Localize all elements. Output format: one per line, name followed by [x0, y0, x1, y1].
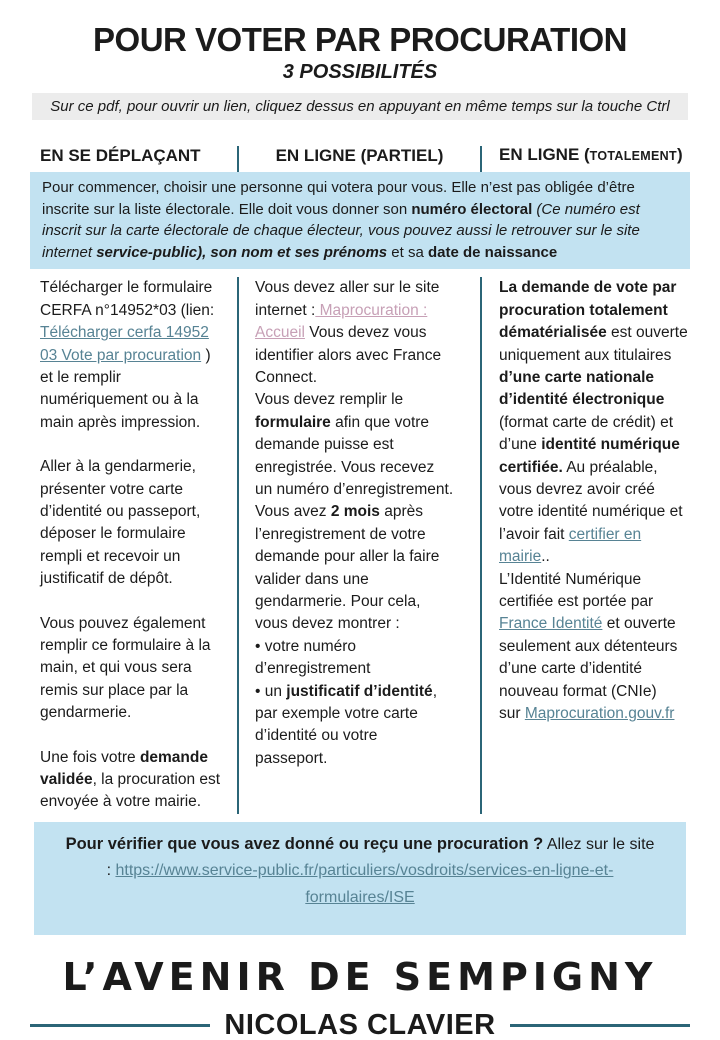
text-run: afin que votre demande puisse est enregistrée. Vous recevez un numéro d’enregistrement. Vous avez — [255, 413, 454, 521]
column-en-ligne-totalement — [482, 277, 690, 814]
paragraph — [499, 569, 690, 703]
text-run: Au préalable, vous devrez avoir créé votre identité numérique et l’avoir fait — [499, 458, 683, 543]
text-run: d’une carte nationale d’identité électronique — [499, 368, 665, 409]
text-run: • un — [255, 682, 287, 700]
cerfa-form-link[interactable]: Télécharger cerfa 14952 03 Vote par procuration — [40, 324, 209, 364]
paragraph — [40, 747, 221, 814]
column-en-ligne-partiel — [239, 277, 480, 814]
decorative-line — [510, 1024, 690, 1027]
text-run: • votre numéro d’enregistrement — [255, 637, 371, 678]
text-run: (format carte de crédit) et d’une — [499, 413, 674, 454]
author-name: NICOLAS CLAVIER — [224, 1009, 496, 1040]
author-row — [30, 1009, 690, 1040]
text-run: Vous devez vous identifier alors avec France Connect. — [255, 324, 442, 386]
text-run: formulaire — [255, 413, 331, 431]
text-run: et ouverte seulement aux détenteurs d’une carte d’identité nouveau format (CNIe) — [499, 615, 678, 700]
columns-grid — [40, 277, 690, 814]
text-run: date de naissance — [427, 243, 558, 261]
paragraph — [499, 703, 690, 725]
page-subtitle: 3 POSSIBILITÉS — [282, 61, 438, 84]
text-run: et sa — [387, 243, 428, 261]
text-run: Vous devez remplir le — [255, 391, 404, 409]
text-run: La demande de vote par procuration totalement dématérialisée — [499, 279, 677, 342]
text-run: EN LIGNE (PARTIEL) — [275, 146, 444, 166]
service-public-ise-link[interactable]: https://www.service-public.fr/particuliers/vosdroits/services-en-ligne-et-formulaires/ISE — [115, 862, 614, 906]
column-en-se-deplacant — [40, 277, 237, 814]
text-run: TOTALEMENT — [589, 149, 677, 164]
verify-box — [34, 822, 686, 936]
brand-logo: L’AVENIR DE SEMPIGNY — [62, 955, 658, 1000]
text-run: EN SE DÉPLAÇANT — [40, 146, 201, 166]
ctrl-click-hint: Sur ce pdf, pour ouvrir un lien, cliquez dessus en appuyant en même temps sur la touche Ctrl — [32, 93, 688, 120]
text-run: identité numérique certifiée. — [499, 436, 680, 476]
text-run: Télécharger le formulaire CERFA n°14952*03 (lien: — [40, 279, 215, 319]
text-run: EN LIGNE ( — [499, 145, 590, 165]
text-run: .. — [541, 548, 550, 566]
bullet-item — [255, 681, 454, 771]
maprocuration-gouv-link[interactable]: Maprocuration.gouv.fr — [524, 705, 675, 723]
text-run: Aller à la gendarmerie, présenter votre carte d’identité ou passeport, déposer le formulaire rempli et recevoir un justificatif de dépôt. — [40, 458, 201, 588]
paragraph — [40, 613, 221, 725]
text-run: justificatif d’identité — [286, 682, 433, 700]
text-run: 2 mois — [330, 503, 380, 521]
certifier-en-mairie-link[interactable]: certifier en mairie — [499, 525, 642, 566]
text-run: service-public), son nom et ses prénoms — [96, 243, 388, 261]
text-run: L’Identité Numérique certifiée est portée par — [499, 570, 654, 610]
text-run: (Ce numéro est inscrit sur la carte électorale de chaque électeur, vous pouvez aussi le retrouver sur le site internet — [42, 200, 640, 261]
paragraph — [40, 456, 221, 590]
text-run: Allez sur le site : — [106, 835, 655, 880]
paragraph — [255, 277, 454, 389]
text-run: , par exemple votre carte d’identité ou votre passeport. — [255, 682, 437, 767]
text-run: ) et le remplir numériquement ou à la main après impression. — [40, 346, 211, 431]
paragraph — [499, 277, 690, 568]
page-title: POUR VOTER PAR PROCURATION — [93, 21, 627, 58]
column-header-en-ligne-totalement — [482, 145, 690, 172]
text-run: après l’enregistrement de votre demande pour aller la faire valider dans une gendarmerie. Pour cela, vous devez montrer : — [255, 503, 440, 633]
paragraph — [255, 389, 454, 635]
text-run: numéro électoral — [411, 200, 537, 218]
text-run: , la procuration est envoyée à votre mairie. — [40, 771, 221, 811]
column-headers-row — [40, 136, 690, 172]
column-header-en-ligne-partiel — [239, 146, 480, 172]
maprocuration-accueil-link[interactable]: Maprocuration : Accueil — [255, 301, 428, 342]
paragraph — [40, 277, 221, 434]
decorative-line — [30, 1024, 210, 1027]
text-run: demande validée — [40, 748, 208, 789]
text-run: est ouverte uniquement aux titulaires — [499, 324, 688, 364]
text-run: ) — [676, 145, 683, 165]
column-header-en-se-deplacant — [40, 146, 237, 172]
france-identite-link[interactable]: France Identité — [499, 615, 603, 633]
text-run: Une fois votre — [40, 748, 140, 766]
intro-box — [30, 172, 690, 269]
text-run: Vous devez aller sur le site internet : — [255, 279, 440, 319]
text-run: Pour commencer, choisir une personne qui votera pour vous. Elle n’est pas obligée d’être inscrite sur la liste électorale. Elle doit vous donner son — [42, 179, 635, 218]
text-run: Pour vérifier que vous avez donné ou reçu une procuration ? — [65, 834, 544, 853]
text-run: Vous pouvez également remplir ce formulaire à la main, et qui vous sera remis sur place par la gendarmerie. — [40, 614, 211, 722]
text-run: sur — [499, 705, 525, 723]
bullet-item — [255, 636, 454, 681]
